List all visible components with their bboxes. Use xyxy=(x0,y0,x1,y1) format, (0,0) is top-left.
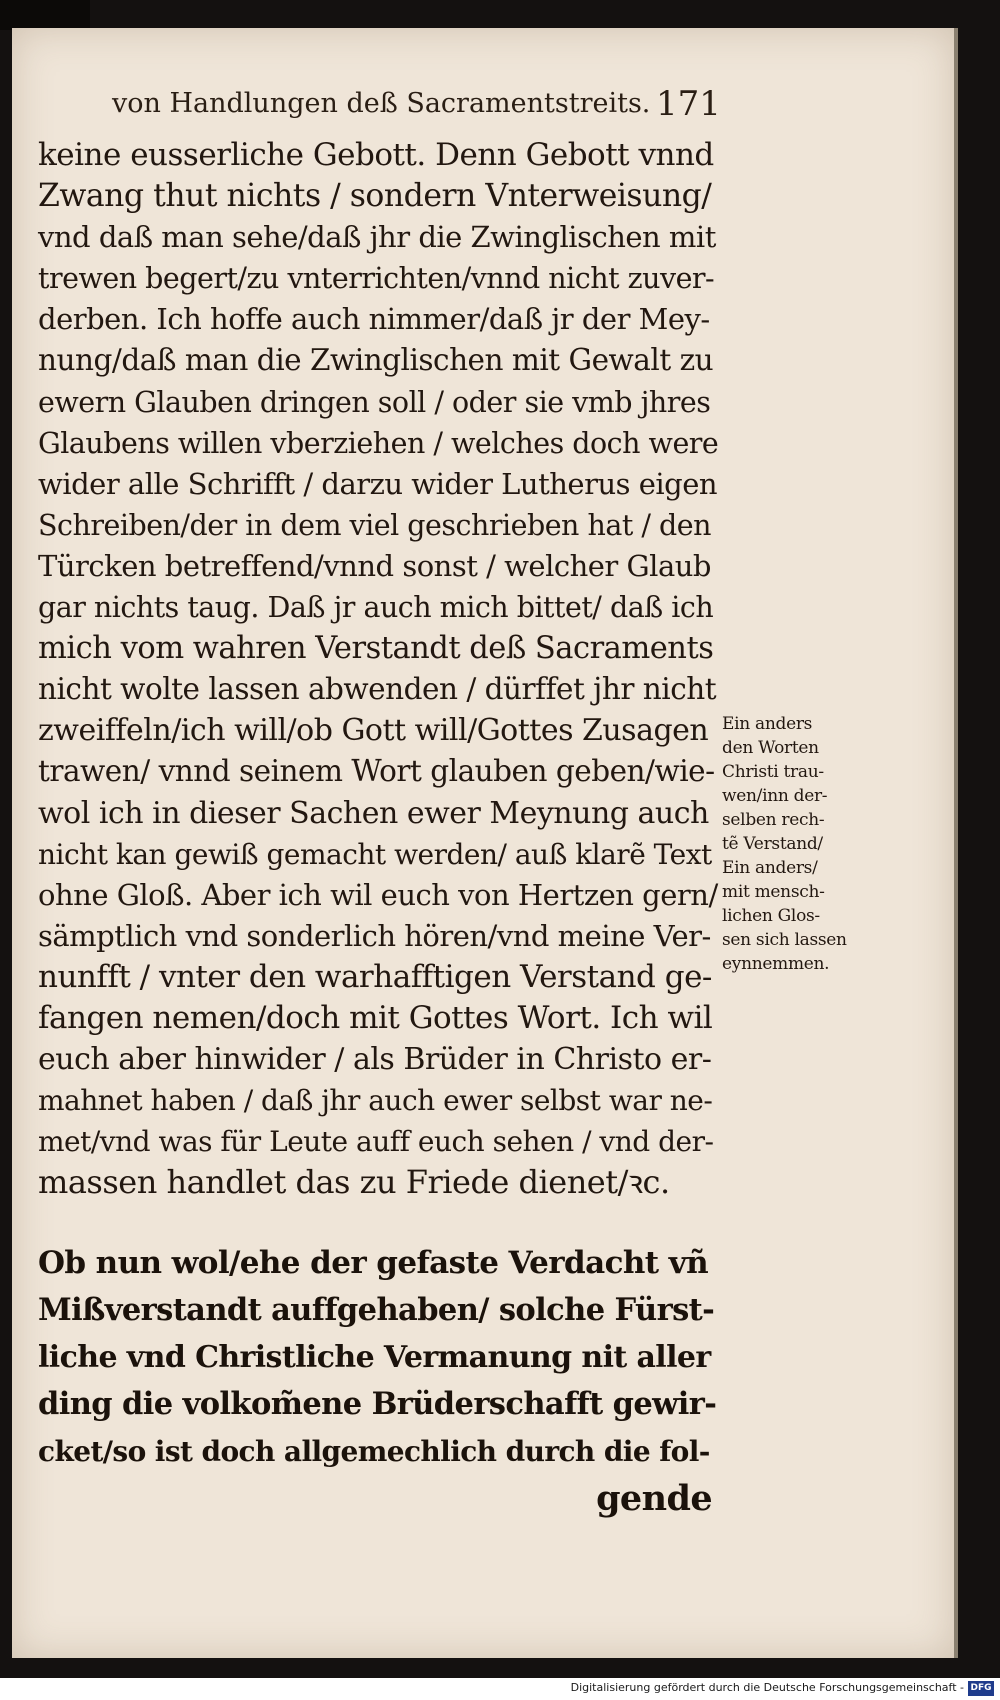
text-line: zweiffeln/ich will/ob Gott will/Gottes Zusagen xyxy=(38,713,709,749)
marginal-line: Ein anders xyxy=(722,714,813,734)
page-edge xyxy=(954,28,958,1658)
text-line: keine eusserliche Gebott. Denn Gebott vnnd xyxy=(38,137,714,173)
text-line: ohne Gloß. Aber ich wil euch von Hertzen gern/ xyxy=(38,877,718,912)
marginal-line: sen sich lassen xyxy=(722,930,847,950)
text-line: mahnet haben / daß jhr auch ewer selbst war ne- xyxy=(38,1084,713,1118)
running-head: von Handlungen deß Sacramentstreits. xyxy=(112,88,651,119)
marginal-line: wen/inn der- xyxy=(722,786,828,806)
text-line: Schreiben/der in dem viel geschrieben hat / den xyxy=(38,508,711,542)
text-line: gar nichts taug. Daß jr auch mich bittet/ daß ich xyxy=(38,591,714,625)
text-line: met/vnd was für Leute auff euch sehen / vnd der- xyxy=(38,1125,714,1159)
heading-line: ding die volkom̃ene Brüderschafft gewir- xyxy=(38,1386,717,1422)
text-line: nunfft / vnter den warhafftigen Verstand ge- xyxy=(38,958,712,995)
marginal-line: lichen Glos- xyxy=(722,906,820,926)
heading-line: liche vnd Christliche Vermanung nit aller xyxy=(38,1340,711,1375)
text-line: Zwang thut nichts / sondern Vnterweisung/ xyxy=(38,178,712,215)
text-line: trawen/ vnnd seinem Wort glauben geben/wie- xyxy=(38,754,715,789)
text-line: trewen begert/zu vnterrichten/vnnd nicht zuver- xyxy=(38,262,715,296)
heading-line: cket/so ist doch allgemechlich durch die fol- xyxy=(38,1435,710,1468)
text-line: fangen nemen/doch mit Gottes Wort. Ich wil xyxy=(38,999,713,1036)
text-line: mich vom wahren Verstandt deß Sacraments xyxy=(38,631,714,667)
marginal-line: tẽ Verstand/ xyxy=(722,834,823,854)
text-line: wol ich in dieser Sachen ewer Meynung auch xyxy=(38,795,709,831)
closing-paragraph xyxy=(38,1240,718,1522)
text-line: wider alle Schrifft / darzu wider Lutherus eigen xyxy=(38,466,718,501)
scan-clip-shadow xyxy=(0,0,90,30)
heading-line: Mißverstandt auffgehaben/ solche Fürst- xyxy=(38,1292,715,1328)
page-number: 171 xyxy=(656,84,721,124)
dfg-logo: DFG xyxy=(968,1681,994,1696)
text-line: vnd daß man sehe/daß jhr die Zwinglischen mit xyxy=(38,220,716,255)
text-line: sämptlich vnd sonderlich hören/vnd meine Ver- xyxy=(38,918,711,953)
text-line: derben. Ich hoffe auch nimmer/daß jr der Mey- xyxy=(38,302,710,337)
body-text xyxy=(38,135,718,1203)
text-line: Glaubens willen vberziehen / welches doch were xyxy=(38,426,719,460)
marginal-line: selben rech- xyxy=(722,810,825,830)
text-line: ewern Glauben dringen soll / oder sie vmb jhres xyxy=(38,385,711,419)
text-line: nung/daß man die Zwinglischen mit Gewalt zu xyxy=(38,343,714,378)
marginal-line: Christi trau- xyxy=(722,762,824,782)
text-line: massen handlet das zu Friede dienet/ꝛc. xyxy=(38,1163,670,1202)
heading-line: Ob nun wol/ehe der gefaste Verdacht vñ xyxy=(38,1245,709,1281)
marginal-line: den Worten xyxy=(722,738,819,758)
text-line: Türcken betreffend/vnnd sonst / welcher Glaub xyxy=(38,548,711,583)
marginal-line: mit mensch- xyxy=(722,882,825,902)
marginal-line: eynnemmen. xyxy=(722,954,830,974)
text-line: nicht wolte lassen abwenden / dürffet jhr nicht xyxy=(38,672,717,707)
text-line: nicht kan gewiß gemacht werden/ auß klarẽ Text xyxy=(38,837,712,871)
footer-credit: Digitalisierung gefördert durch die Deutsche Forschungsgemeinschaft - xyxy=(570,1681,964,1694)
marginal-note xyxy=(722,712,862,976)
catchword: gende xyxy=(596,1478,712,1519)
text-line: euch aber hinwider / als Brüder in Christo er- xyxy=(38,1042,712,1078)
marginal-line: Ein anders/ xyxy=(722,858,818,878)
